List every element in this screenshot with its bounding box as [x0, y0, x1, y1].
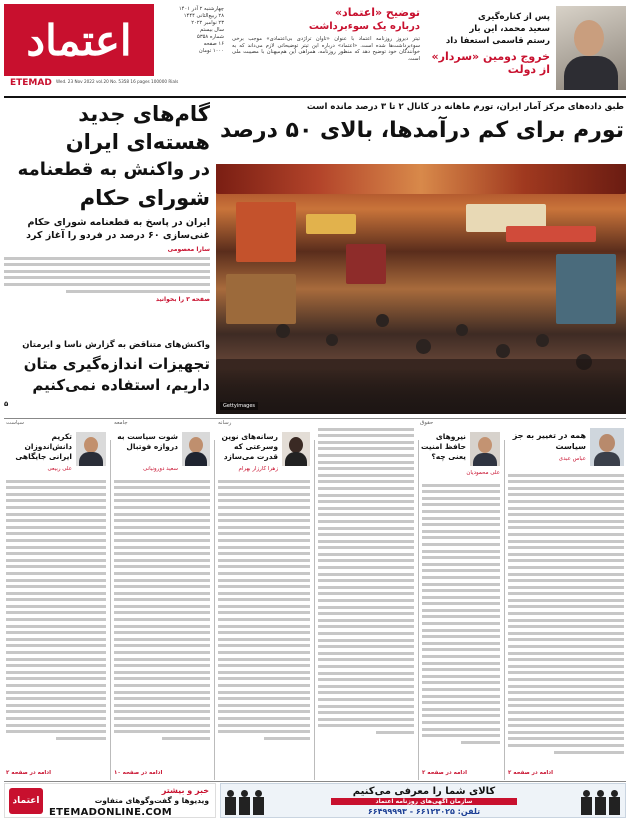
column-5-title: همه در تغییر به جز سیاست [512, 431, 586, 451]
column-5-author: عباس عبدی [558, 456, 586, 462]
column-4-title: نیروهای حافظ امنیت یعنی چه؟ [420, 432, 466, 461]
second-story [4, 340, 210, 414]
second-kicker: واکنش‌های متناقض به گزارش ناسا و ایرمتان [22, 340, 210, 350]
column-4-author: علی محمودیان [466, 470, 500, 476]
column-2-title: رسانه‌های نوین وسرعتی که قدرت می‌سازد [221, 432, 278, 461]
left-headline-3: در واکنش به قطعنامه [17, 159, 210, 180]
promo-box [4, 783, 216, 818]
left-headline-4: شورای حکام [79, 186, 210, 210]
column-1-section: جامعه [114, 420, 128, 426]
column-0-author: علی ربیعی [47, 466, 72, 472]
lead-photo [216, 164, 626, 414]
column-2-photo [282, 432, 310, 466]
second-page-ref: ۵ [4, 400, 9, 408]
left-body [4, 257, 210, 293]
promo-logo: اعتماد [9, 788, 43, 814]
left-headline-2: هسته‌ای ایران [65, 130, 210, 154]
clarification-body: تیتر دیروز روزنامه اعتماد با عنوان «تاوان تراژدی بی‌اعتمادی» موجب برخی سوءبرداشت‌ها شده است. «اعتماد» درباره این تیتر توضیحاتی لازم می‌داند که به خوانندگان خود توضیح دهد که منظور روزنامه، همراهی این هم‌میهنان با مصیبت ملی است. [232, 36, 420, 62]
ad-figures-right [581, 788, 621, 816]
masthead-logo: اعتماد [4, 4, 154, 76]
column-3 [316, 420, 416, 780]
date-block: چهارشنبه ۲ آذر ۱۴۰۱ ۲۸ ربیع‌الثانی ۱۴۴۴ ۲۳ نوامبر ۲۰۲۲ سال بیستم شماره ۵۳۵۸ ۱۶ صفحه ۱۰۰۰ تومان [178, 6, 224, 54]
column-5-body [508, 470, 624, 757]
column-5-photo [590, 428, 624, 466]
column-0-title: تکریم دانش‌اندوزان ایرانی جایگاهی [15, 432, 72, 461]
left-more: صفحه ۳ را بخوانید [155, 296, 210, 304]
latin-name: ETEMAD [10, 78, 52, 88]
teaser-kicker: پس از کناره‌گیری [478, 12, 550, 22]
lead-headline: تورم برای کم درآمدها، بالای ۵۰ درصد [219, 118, 624, 143]
clarification-title: توضیح «اعتماد» [334, 6, 420, 19]
ad-figures [225, 788, 265, 816]
column-0-photo [76, 432, 106, 466]
column-5-more: ادامه در صفحه ۲ [508, 770, 553, 776]
top-teaser [428, 6, 626, 92]
column-1 [112, 420, 212, 780]
teaser-line-1: سعید محمد، این بار [469, 24, 550, 34]
column-2-section: رسانه [218, 420, 232, 426]
ad-phone: تلفن: ۶۶۱۲۳۰۲۵ - ۶۶۴۹۹۹۹۳ [367, 807, 481, 816]
footer-rule [4, 781, 626, 782]
second-headline-2: داریم، استفاده نمی‌کنیم [32, 376, 210, 394]
column-1-body [114, 476, 210, 743]
column-4-more: ادامه در صفحه ۲ [422, 770, 467, 776]
clarification-subtitle: درباره یک سوءبرداشت [308, 21, 420, 32]
left-story [4, 100, 210, 338]
masthead-rule [4, 96, 626, 98]
rule-3 [314, 440, 315, 780]
column-4-body [422, 480, 500, 747]
column-4 [420, 420, 502, 780]
masthead [0, 0, 630, 98]
column-1-author: سعید دورونیانی [143, 466, 178, 472]
clarification-box [232, 6, 420, 92]
column-2 [216, 420, 312, 780]
promo-sub: ویدیوها و گفت‌وگوهای متفاوت [94, 796, 209, 805]
column-3-body [318, 424, 414, 738]
ad-headline: کالای شما را معرفی می‌کنیم [352, 786, 496, 797]
column-5 [506, 420, 626, 780]
column-2-author: زهرا کارزار بهرام [238, 466, 278, 472]
second-headline-1: تجهیزات اندازه‌گیری متان [23, 355, 210, 373]
lead-kicker: طبق داده‌های مرکز آمار ایران، تورم ماهانه در کانال ۲ تا ۳ درصد مانده است [306, 102, 624, 112]
promo-tagline: خبر و بیشتر [161, 786, 209, 795]
column-0-body [6, 476, 106, 743]
divider-columns [4, 418, 626, 419]
column-0 [4, 420, 108, 780]
column-0-section: سیاست [6, 420, 24, 426]
rule-5 [504, 440, 505, 780]
column-1-title: شوت سیاست به دروازه فوتبال [117, 432, 178, 451]
rule-1 [110, 440, 111, 780]
rule-4 [418, 440, 419, 780]
rule-2 [214, 440, 215, 780]
left-subhead: ایران در پاسخ به قطعنامه شورای حکام غنی‌سازی ۶۰ درصد در فردو را آغاز کرد [26, 217, 210, 241]
ad-box [220, 783, 626, 818]
left-byline: سارا معصومی [167, 246, 210, 253]
teaser-line-2: رستم قاسمی استعفا داد [445, 36, 550, 46]
photo-credit: Gettyimages [220, 402, 258, 410]
ad-org: سازمان آگهی‌های روزنامه اعتماد [331, 798, 517, 805]
column-4-photo [470, 432, 500, 466]
column-1-more: ادامه در صفحه ۱۰ [114, 770, 163, 776]
column-0-more: ادامه در صفحه ۲ [6, 770, 51, 776]
teaser-text [430, 12, 550, 76]
left-headline-1: گام‌های جدید [78, 102, 210, 126]
column-1-photo [182, 432, 210, 466]
teaser-headline: خروج دومین «سردار» از دولت [431, 50, 550, 76]
latin-info: Wed. 23 Nov 2022 vol.20 No. 5358 16 pages 100000 Rials [56, 79, 179, 84]
column-2-body [218, 476, 310, 743]
column-4-section: حقوق [420, 420, 434, 426]
teaser-photo [556, 6, 626, 90]
promo-url[interactable]: ETEMADONLINE.COM [49, 807, 173, 818]
